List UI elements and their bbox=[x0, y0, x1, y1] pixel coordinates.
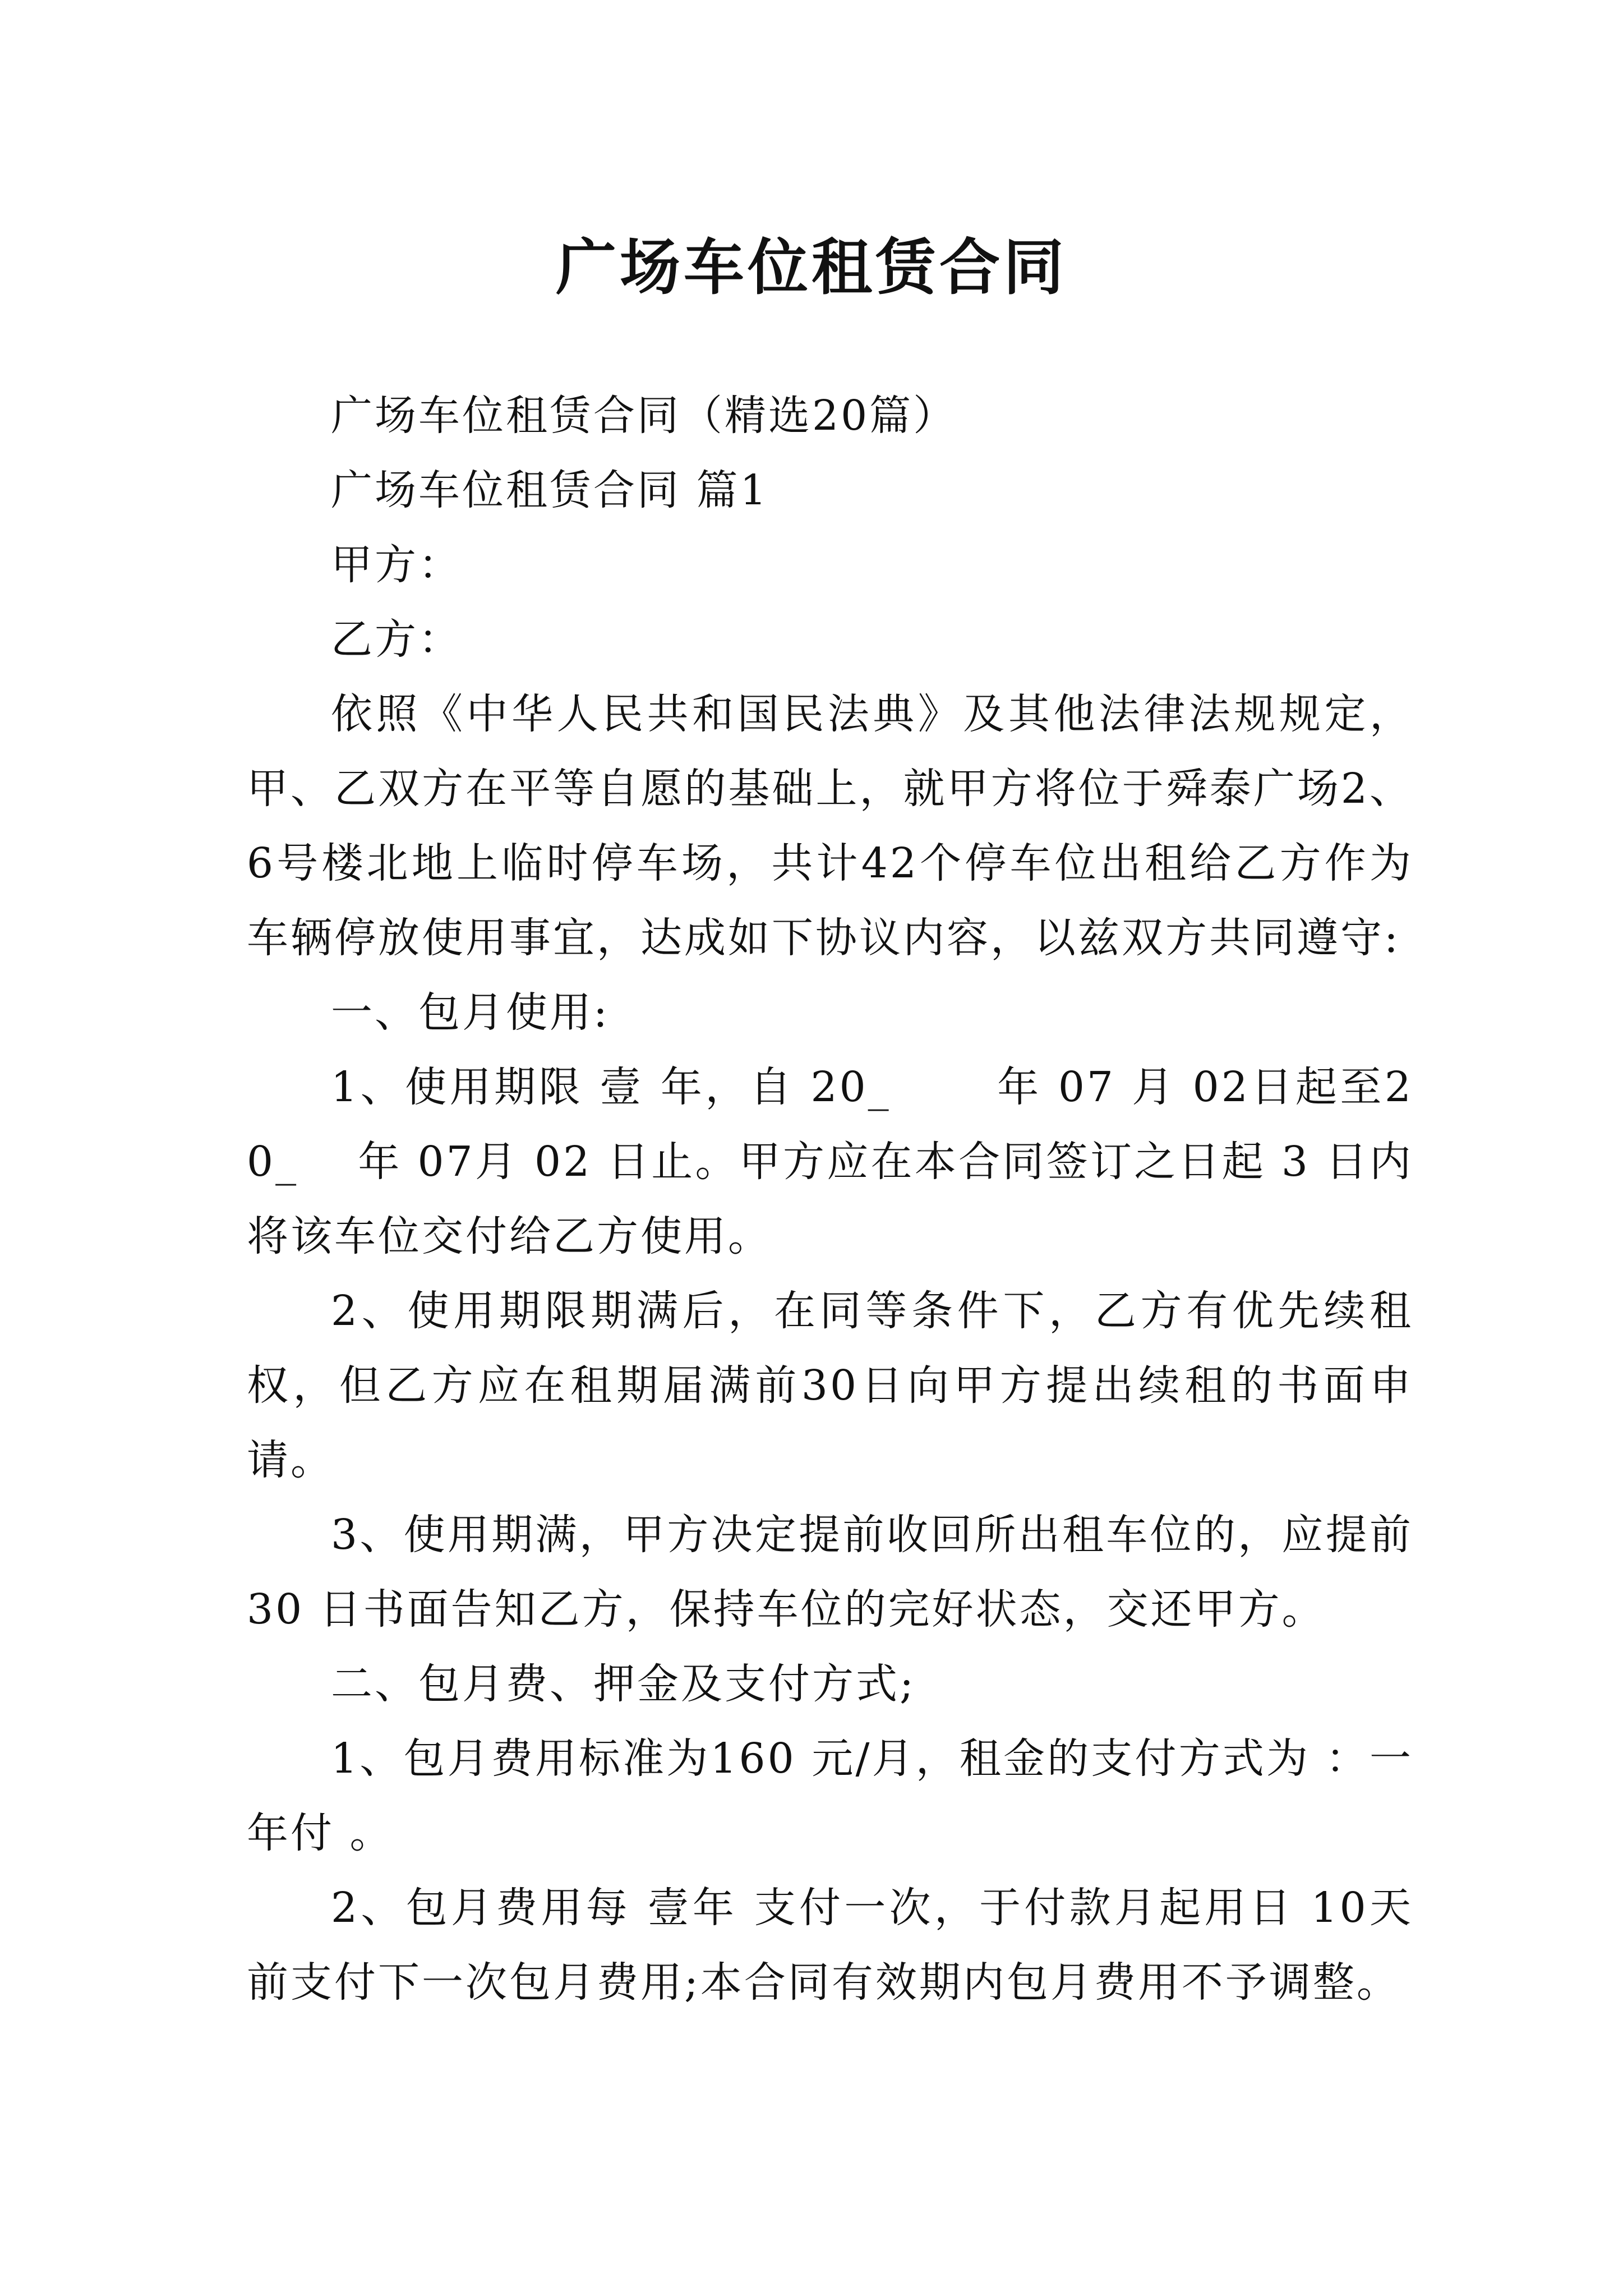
paragraph-clause-2-1: 1、包月费用标准为160 元/月，租金的支付方式为 ：一年付 。 bbox=[247, 1734, 1413, 1857]
paragraph-clause-1-2: 2、使用期限期满后，在同等条件下，乙方有优先续租权，但乙方应在租期届满前30日向甲方提出续租的书面申请。 bbox=[247, 1287, 1413, 1484]
paragraph-clause-2-2: 2、包月费用每 壹年 支付一次，于付款月起用日 10天前支付下一次包月费用;本合同有效期内包月费用不予调整。 bbox=[247, 1884, 1413, 2007]
paragraph-party-a: 甲方： bbox=[331, 541, 462, 589]
paragraph-subtitle: 广场车位租赁合同（精选20篇） bbox=[331, 392, 957, 440]
document-title: 广场车位租赁合同 bbox=[555, 232, 1067, 303]
paragraph-party-b: 乙方： bbox=[331, 615, 462, 664]
paragraph-clause-heading-1: 一、包月使用: bbox=[331, 988, 610, 1037]
paragraph-preamble: 依照《中华人民共和国民法典》及其他法律法规规定，甲、乙双方在平等自愿的基础上，就甲方将位于舜泰广场2、6号楼北地上临时停车场，共计42个停车位出租给乙方作为车辆停放使用事宜，达成如下协议内容，以兹双方共同遵守: bbox=[247, 690, 1413, 962]
paragraph-section-heading: 广场车位租赁合同 篇1 bbox=[331, 466, 769, 514]
paragraph-clause-1-3: 3、使用期满，甲方决定提前收回所出租车位的，应提前 30 日书面告知乙方，保持车位的完好状态，交还甲方。 bbox=[247, 1511, 1413, 1634]
document-body bbox=[247, 379, 1413, 2020]
paragraph-clause-1-1: 1、使用期限 壹 年，自 20_ 年 07 月 02日起至20_ 年 07月 02 日止。甲方应在本合同签订之日起 3 日内将该车位交付给乙方使用。 bbox=[247, 1063, 1413, 1260]
paragraph-clause-heading-2: 二、包月费、押金及支付方式; bbox=[331, 1660, 916, 1708]
